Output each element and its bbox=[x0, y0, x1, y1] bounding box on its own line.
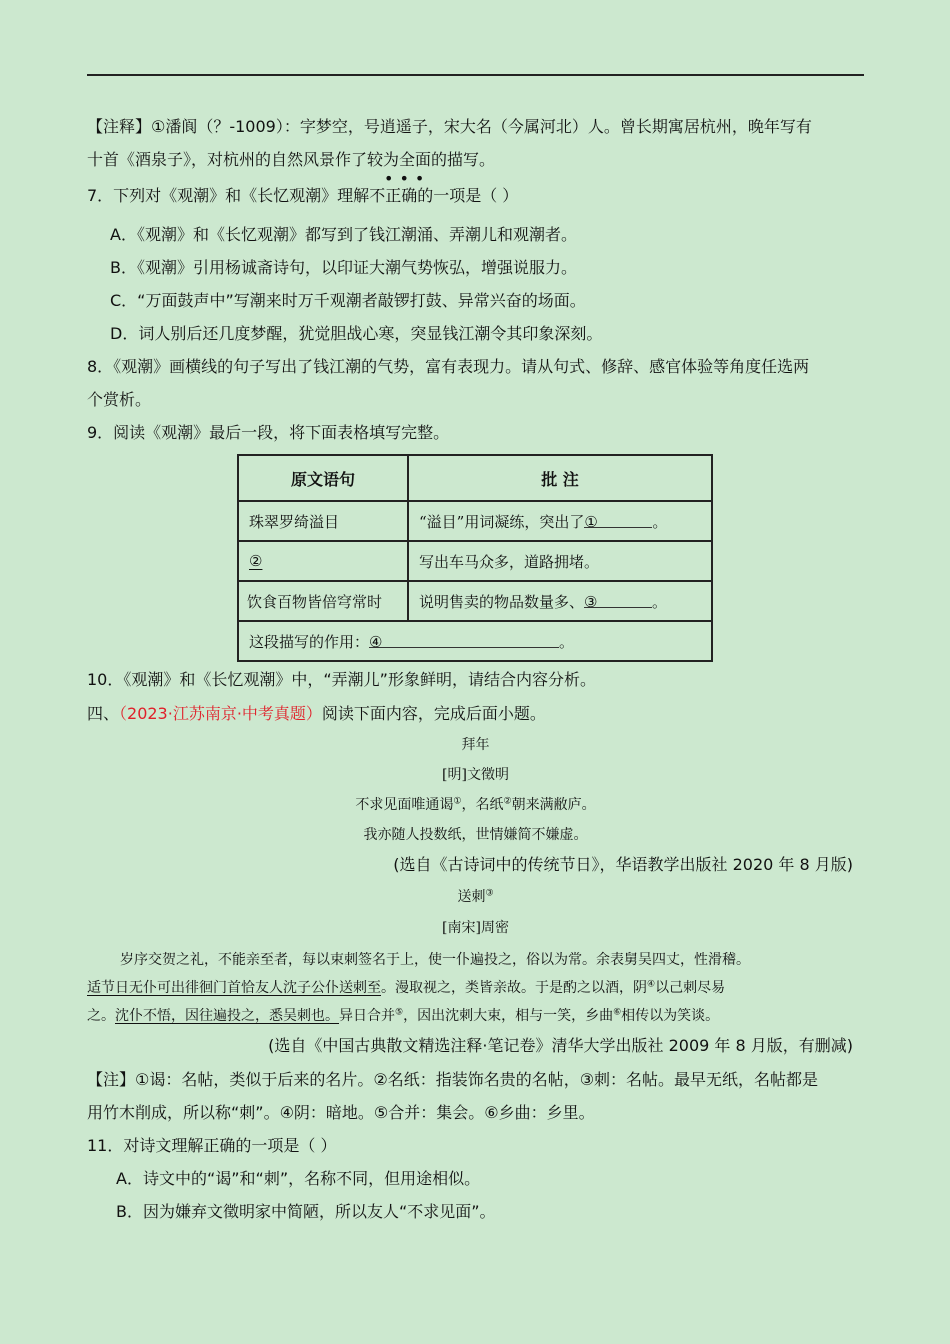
q9-stem: 9．阅读《观潮》最后一段，将下面表格填写完整。 bbox=[87, 423, 450, 442]
prose-line-1: 岁序交贺之礼，不能亲至者，每以束刺签名于上，使一仆遍投之，俗以为常。余表舅吴四丈，性滑稽。 bbox=[120, 952, 750, 968]
table-cell-annotation bbox=[408, 581, 712, 621]
q7-option-d: D．词人别后还几度梦醒，犹觉胆战心寒，突显钱江潮令其印象深刻。 bbox=[110, 324, 603, 343]
q10-stem: 10．《观潮》和《长忆观潮》中，“弄潮儿”形象鲜明，请结合内容分析。 bbox=[87, 670, 596, 689]
q7-stem bbox=[87, 186, 518, 206]
header-rule bbox=[87, 74, 864, 76]
table-cell-original: 饮食百物皆倍穹常时 bbox=[238, 581, 408, 621]
poem-source: (选自《古诗词中的传统节日》，华语教学出版社 2020 年 8 月版) bbox=[393, 855, 853, 874]
table-row bbox=[238, 541, 712, 581]
table-cell-annotation: 写出车马众多，道路拥堵。 bbox=[408, 541, 712, 581]
q7-option-c: C．“万面鼓声中”写潮来时万千观潮者敲锣打鼓、异常兴奋的场面。 bbox=[110, 291, 586, 310]
note2-line1: 【注】①谒：名帖，类似于后来的名片。②名纸：指装饰名贵的名帖，③刺：名帖。最早无纸，名帖都是 bbox=[87, 1070, 819, 1089]
section-number: 四、 bbox=[87, 704, 120, 723]
answer-blank-2[interactable]: ② bbox=[249, 552, 263, 570]
blank-number: ① bbox=[584, 512, 598, 531]
blank-number: ③ bbox=[584, 592, 598, 611]
q11-option-b: B．因为嫌弃文徵明家中简陋，所以友人“不求见面”。 bbox=[116, 1202, 496, 1221]
table-cell-original bbox=[238, 541, 408, 581]
note-intro-line1: 【注释】①潘阆（？-1009）：字梦空，号逍遥子，宋大名（今属河北）人。曾长期寓居杭州，晚年写有 bbox=[87, 117, 812, 136]
section-four-heading bbox=[87, 704, 546, 724]
exam-source-tag: （2023·江苏南京·中考真题） bbox=[119, 704, 322, 723]
table-cell-original: 珠翠罗绮溢目 bbox=[238, 501, 408, 541]
poem-title: 拜年 bbox=[461, 737, 490, 753]
table-header-annotation: 批 注 bbox=[408, 455, 712, 501]
q7-stem-pre: 7．下列对《观潮》和《长忆观潮》理解 bbox=[87, 186, 370, 205]
table-row bbox=[238, 501, 712, 541]
table-header-original: 原文语句 bbox=[238, 455, 408, 501]
q8-line2: 个赏析。 bbox=[87, 390, 152, 409]
poem-line-2: 我亦随人投数纸，世情嫌简不嫌虚。 bbox=[363, 827, 588, 843]
cell-text: 说明售卖的物品数量多、 bbox=[419, 592, 585, 611]
prose-source: (选自《中国古典散文精选注释·笔记卷》清华大学出版社 2009 年 8 月版，有删减) bbox=[268, 1036, 853, 1055]
prose-text: 异日合并 bbox=[339, 1008, 395, 1024]
cell-text: 。 bbox=[652, 592, 668, 611]
q11-stem: 11．对诗文理解正确的一项是（ ） bbox=[87, 1136, 337, 1155]
cell-text: 。 bbox=[559, 632, 575, 651]
prose-title bbox=[87, 887, 864, 907]
note2-line2: 用竹木削成，所以称“刺”。④阴：暗地。⑤合并：集会。⑥乡曲：乡里。 bbox=[87, 1103, 595, 1122]
poem-author: [明]文徵明 bbox=[442, 767, 509, 783]
table-row bbox=[238, 581, 712, 621]
prose-title-text: 送刺 bbox=[457, 889, 486, 905]
cell-text: 这段描写的作用： bbox=[249, 632, 370, 651]
poem-text: ，名纸 bbox=[461, 797, 504, 813]
prose-text: 相传以为笑谈。 bbox=[621, 1008, 720, 1024]
emphasis-dots: ••• bbox=[384, 169, 431, 188]
footnote-marker: ⑤ bbox=[395, 1007, 404, 1018]
cell-text: 。 bbox=[652, 512, 668, 531]
poem-text: 不求见面唯通谒 bbox=[355, 797, 454, 813]
q7-stem-post: 的一项是（ ） bbox=[417, 186, 519, 205]
answer-blank-1[interactable] bbox=[584, 512, 652, 531]
footnote-marker: ③ bbox=[485, 888, 494, 899]
prose-text: ，因出沈刺大束，相与一笑，乡曲 bbox=[403, 1008, 614, 1024]
q7-stem-emphasis: 不正确 bbox=[369, 186, 418, 205]
table-cell-function bbox=[238, 621, 712, 661]
q11-option-a: A．诗文中的“谒”和“刺”，名称不同，但用途相似。 bbox=[116, 1169, 481, 1188]
q8-line1: 8．《观潮》画横线的句子写出了钱江潮的气势，富有表现力。请从句式、修辞、感官体验等角度任选两 bbox=[87, 357, 810, 376]
prose-text: 之。 bbox=[87, 1008, 115, 1024]
prose-line-2 bbox=[87, 978, 725, 998]
cell-text: “溢目”用词凝练，突出了 bbox=[419, 512, 585, 531]
prose-line-3 bbox=[87, 1006, 719, 1026]
footnote-marker: ④ bbox=[647, 979, 656, 990]
prose-text: 。漫取视之，类皆亲故。于是酌之以酒，阴 bbox=[381, 980, 647, 996]
footnote-marker: ② bbox=[503, 796, 512, 807]
q7-option-a: A．《观潮》和《长忆观潮》都写到了钱江潮涌、弄潮儿和观潮者。 bbox=[110, 225, 577, 244]
annotation-table bbox=[237, 454, 713, 662]
poem-line-1 bbox=[87, 795, 864, 815]
poem-text: 朝来满敝庐。 bbox=[511, 797, 596, 813]
footnote-marker: ⑥ bbox=[613, 1007, 622, 1018]
answer-blank-4[interactable] bbox=[369, 632, 559, 651]
blank-number: ④ bbox=[369, 632, 383, 651]
section-instruction: 阅读下面内容，完成后面小题。 bbox=[321, 704, 546, 723]
answer-blank-3[interactable] bbox=[584, 592, 652, 611]
table-cell-annotation bbox=[408, 501, 712, 541]
prose-text: 以己刺尽易 bbox=[655, 980, 726, 996]
q7-option-b: B．《观潮》引用杨诚斋诗句，以印证大潮气势恢弘，增强说服力。 bbox=[110, 258, 577, 277]
underlined-sentence: 适节日无仆可出徘徊门首恰友人沈子公仆送刺至 bbox=[87, 980, 381, 996]
note-intro-line2: 十首《酒泉子》，对杭州的自然风景作了较为全面的描写。 bbox=[87, 150, 496, 169]
footnote-marker: ① bbox=[453, 796, 462, 807]
prose-author: [南宋]周密 bbox=[442, 920, 509, 936]
table-row bbox=[238, 621, 712, 661]
table-header-row bbox=[238, 455, 712, 501]
underlined-sentence: 沈仆不悟，因往遍投之，悉吴刺也。 bbox=[115, 1008, 339, 1024]
